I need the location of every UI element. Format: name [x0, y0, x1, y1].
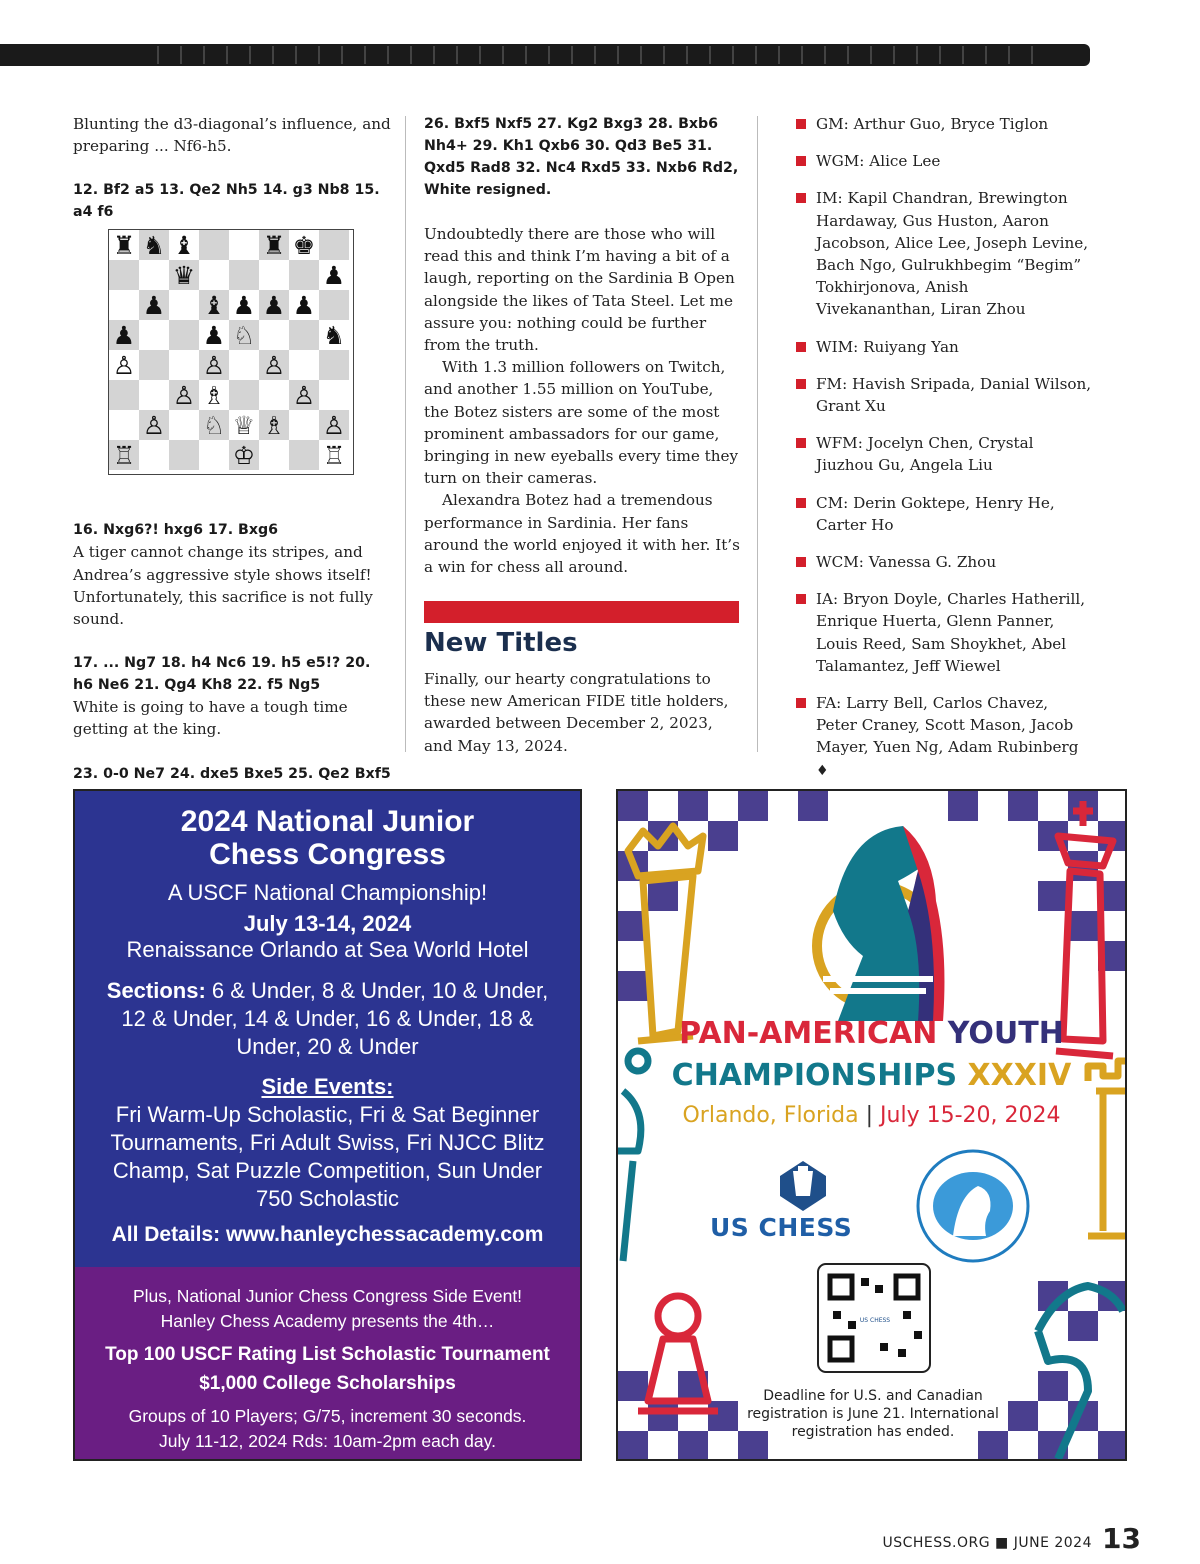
ad-title-line-2 [618, 1059, 1125, 1093]
article-paragraph: Alexandra Botez had a tremendous performance in Sardinia. Her fans around the world enjoyed it with her. It’s a win for chess all around. [424, 491, 740, 577]
page-number: 13 [1102, 1522, 1141, 1555]
board-square: ♙ [289, 380, 319, 410]
federation-seal-icon [918, 1151, 1028, 1261]
board-square: ♙ [199, 350, 229, 380]
ad-title [75, 805, 580, 871]
board-square [289, 410, 319, 440]
board-square: ♗ [199, 380, 229, 410]
ad-title-line-1 [618, 1017, 1125, 1051]
board-square: ♜ [109, 230, 139, 260]
end-mark-icon: ♦ [816, 762, 829, 779]
board-square [199, 260, 229, 290]
side-events-list: Fri Warm-Up Scholastic, Fri & Sat Beginner Tournaments, Fri Adult Swiss, Fri NJCC Blitz Champ, Sat Puzzle Competition, Sun Under 750 Scholastic [110, 1102, 545, 1211]
board-square [319, 290, 349, 320]
board-square [199, 440, 229, 470]
column-1 [73, 113, 391, 785]
title-list-item: FM: Havish Sripada, Danial Wilson, Grant Xu [796, 373, 1092, 417]
ad-format: Groups of 10 Players; G/75, increment 30 seconds. [128, 1406, 527, 1426]
board-square [259, 320, 289, 350]
board-square [229, 230, 259, 260]
title-part: PAN-AMERICAN [679, 1016, 948, 1051]
ad-tournament-name: Top 100 USCF Rating List Scholastic Tournament [105, 1344, 550, 1365]
ad-title-line: Chess Congress [209, 838, 446, 871]
junior-congress-ad [73, 789, 582, 1461]
title-list-item: WFM: Jocelyn Chen, Crystal Jiuzhou Gu, Angela Liu [796, 432, 1092, 476]
board-square: ♗ [259, 410, 289, 440]
board-square [109, 290, 139, 320]
board-square: ♟ [199, 320, 229, 350]
board-square: ♟ [109, 320, 139, 350]
game-moves: 26. Bxf5 Nxf5 27. Kg2 Bxg3 28. Bxb6 Nh4+ 29. Kh1 Qxb6 30. Qd3 Be5 31. Qxd5 Rad8 32. Nc4 Rxd5 33. Nxb6 Rd2, White resigned. [424, 116, 739, 198]
game-moves: 23. 0-0 Ne7 24. dxe5 Bxe5 25. Qe2 Bxf5 [73, 765, 391, 782]
column-divider [405, 116, 406, 752]
board-square: ♟ [289, 290, 319, 320]
ad-location [618, 1103, 1125, 1128]
board-square [289, 440, 319, 470]
board-square [109, 380, 139, 410]
board-square: ♟ [259, 290, 289, 320]
board-square: ♖ [109, 440, 139, 470]
ad-title-line: 2024 National Junior [180, 805, 475, 838]
title-list-item: WCM: Vanessa G. Zhou [796, 551, 1092, 573]
title-part: CHAMPIONSHIPS [671, 1058, 968, 1093]
board-square [169, 290, 199, 320]
qr-center-label: US CHESS [859, 1317, 891, 1324]
ad-scholarships: $1,000 College Scholarships [199, 1373, 456, 1394]
board-square: ♙ [109, 350, 139, 380]
board-square: ♞ [319, 320, 349, 350]
board-square: ♕ [229, 410, 259, 440]
board-square [319, 350, 349, 380]
board-square [109, 260, 139, 290]
pan-american-ad [616, 789, 1127, 1461]
board-square: ♙ [259, 350, 289, 380]
ad-plus-text: Plus, National Junior Chess Congress Side Event! [132, 1286, 523, 1306]
game-moves: 12. Bf2 a5 13. Qe2 Nh5 14. g3 Nb8 15. a4 f6 [73, 182, 380, 221]
board-square [139, 320, 169, 350]
location-dates: July 15-20, 2024 [880, 1103, 1061, 1128]
commentary: A tiger cannot change its stripes, and Andrea’s aggressive style shows itself! Unfortunately, this sacrifice is not fully sound. [73, 543, 373, 629]
game-moves: 17. ... Ng7 18. h4 Nc6 19. h5 e5!? 20. h6 Ne6 21. Qg4 Kh8 22. f5 Ng5 [73, 655, 371, 694]
board-square: ♖ [319, 440, 349, 470]
board-square [289, 350, 319, 380]
title-part: XXXIV [967, 1058, 1072, 1093]
board-square [169, 410, 199, 440]
title-list-item: IA: Bryon Doyle, Charles Hatherill, Enrique Huerta, Glenn Panner, Louis Reed, Sam Shoykhet, Abel Talamantez, Jeff Wiewel [796, 588, 1092, 677]
title-part: YOUTH [947, 1016, 1064, 1051]
board-square: ♙ [319, 410, 349, 440]
board-square [229, 260, 259, 290]
title-holders-list [796, 113, 1092, 782]
board-square [259, 380, 289, 410]
us-chess-logo-icon [780, 1161, 826, 1211]
board-square [169, 320, 199, 350]
board-square [259, 440, 289, 470]
board-square [139, 350, 169, 380]
column-2 [424, 113, 740, 578]
board-square [139, 380, 169, 410]
commentary: White is going to have a tough time getting at the king. [73, 698, 348, 739]
board-square: ♚ [289, 230, 319, 260]
board-square [289, 320, 319, 350]
ad-round-times: July 11-12, 2024 Rds: 10am-2pm each day. [159, 1431, 496, 1451]
sections-list: 6 & Under, 8 & Under, 10 & Under, 12 & Under, 14 & Under, 16 & Under, 18 & Under, 20 & Under [121, 978, 549, 1059]
board-square: ♟ [139, 290, 169, 320]
board-square [229, 380, 259, 410]
ad-plus-text: Hanley Chess Academy presents the 4th… [160, 1311, 495, 1331]
board-square: ♝ [169, 230, 199, 260]
board-square [169, 440, 199, 470]
board-square: ♘ [229, 320, 259, 350]
ad-subtitle: A USCF National Championship! [167, 880, 488, 905]
title-list-text: FA: Larry Bell, Carlos Chavez, Peter Craney, Scott Mason, Jacob Mayer, Yuen Ng, Adam Rubinberg [816, 694, 1079, 757]
title-list-item: IM: Kapil Chandran, Brewington Hardaway, Gus Huston, Aaron Jacobson, Alice Lee, Joseph Levine, Bach Ngo, Gulrukhbegim “Begim” Tokhirjonova, Anish Vivekananthan, Liran Zhou [796, 187, 1092, 320]
chess-diagram [108, 229, 354, 475]
qr-code-icon [818, 1264, 930, 1372]
ad-side-events [93, 1073, 562, 1213]
board-square: ♙ [139, 410, 169, 440]
board-square: ♜ [259, 230, 289, 260]
ad-venue: Renaissance Orlando at Sea World Hotel [126, 937, 529, 962]
column-divider [757, 116, 758, 752]
board-square: ♟ [319, 260, 349, 290]
board-square [229, 350, 259, 380]
article-paragraph: Finally, our hearty congratulations to these new American FIDE title holders, awarded between December 2, 2023, and May 13, 2024. [424, 670, 729, 755]
board-square: ♙ [169, 380, 199, 410]
board-square: ♟ [229, 290, 259, 320]
board-square [289, 260, 319, 290]
header-brush-stroke [0, 44, 1090, 66]
game-moves: 16. Nxg6?! hxg6 17. Bxg6 [73, 522, 279, 539]
board-square [139, 440, 169, 470]
board-square [169, 350, 199, 380]
footer-running-head: USCHESS.ORG ■ JUNE 2024 [882, 1535, 1092, 1551]
commentary: Blunting the d3-diagonal’s influence, and preparing ... Nf6-h5. [73, 115, 391, 156]
ad-main-panel [75, 791, 580, 1267]
title-list-item: WGM: Alice Lee [796, 150, 1092, 172]
section-heading: New Titles [424, 628, 578, 658]
board-square [319, 380, 349, 410]
section-accent-bar [424, 601, 739, 623]
article-paragraph: Undoubtedly there are those who will read this and think I’m having a bit of a laugh, reporting on the Sardinia B Open alongside the likes of Tata Steel. Let me assure you: nothing could be further from the truth. [424, 225, 735, 355]
title-list-item [796, 692, 1092, 782]
board-square [199, 230, 229, 260]
sections-label: Sections: [106, 978, 206, 1003]
ad-sections [97, 977, 558, 1061]
us-chess-wordmark: US CHESS [710, 1213, 853, 1242]
board-square [139, 260, 169, 290]
location-separator: | [865, 1103, 874, 1128]
board-square [319, 230, 349, 260]
location-city: Orlando, Florida [682, 1103, 859, 1128]
title-list-item: WIM: Ruiyang Yan [796, 336, 1092, 358]
board-square [109, 410, 139, 440]
board-square: ♞ [139, 230, 169, 260]
article-paragraph: With 1.3 million followers on Twitch, and another 1.55 million on YouTube, the Botez sisters are some of the most prominent ambassadors for our game, bringing in new eyeballs every time they turn on their cameras. [424, 358, 739, 488]
side-events-heading: Side Events: [261, 1074, 394, 1099]
title-list-item: CM: Derin Goktepe, Henry He, Carter Ho [796, 492, 1092, 536]
knight-logo-icon [817, 826, 944, 1021]
column-3 [796, 113, 1092, 797]
board-square: ♛ [169, 260, 199, 290]
board-square: ♘ [199, 410, 229, 440]
registration-deadline: Deadline for U.S. and Canadian registration is June 21. International registration has ended. [747, 1388, 999, 1440]
title-list-item: GM: Arthur Guo, Bryce Tiglon [796, 113, 1092, 135]
board-square [259, 260, 289, 290]
ad-details-link[interactable]: All Details: www.hanleychessacademy.com [111, 1223, 544, 1246]
ad-dates: July 13-14, 2024 [243, 911, 412, 936]
board-square: ♔ [229, 440, 259, 470]
board-square: ♝ [199, 290, 229, 320]
ad-side-event-panel [75, 1267, 580, 1461]
